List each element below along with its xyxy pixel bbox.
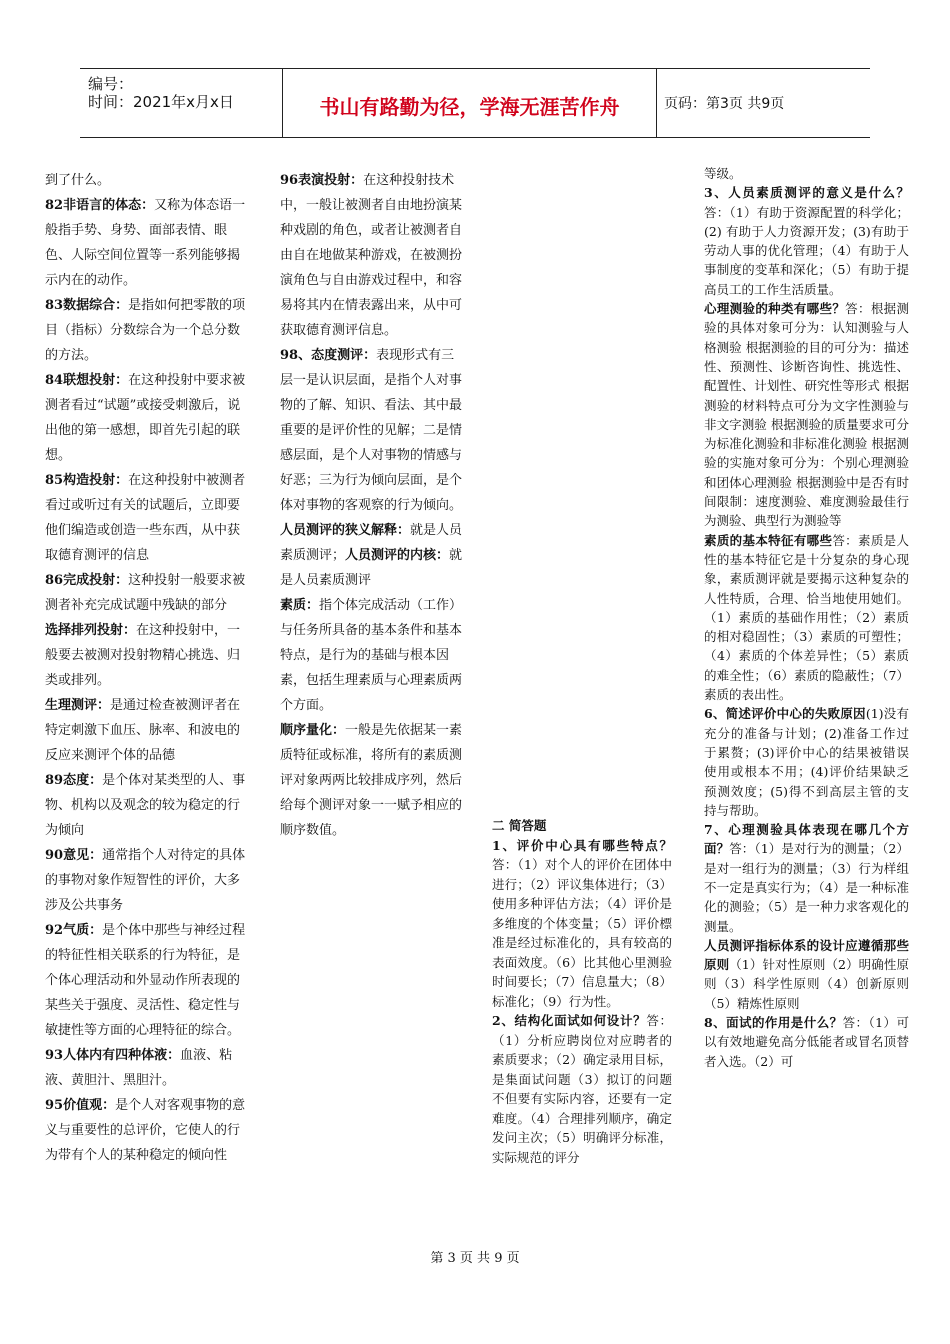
header-page-cell — [656, 69, 870, 137]
term-entry: 95价值观：是个人对客观事物的意义与重要性的总评价，它使人的行为带有个人的某种稳定的倾向性 — [45, 1098, 246, 1163]
column-4 — [704, 164, 909, 1071]
header-time: 时间：2021年x月x日 — [88, 93, 234, 111]
header-meta-cell — [80, 69, 282, 137]
term-entry: 84联想投射：在这种投射中要求被测者看过“试题”或接受刺激后，说出他的第一感想，即首先引起的联想。 — [45, 373, 246, 463]
term-entry: 选择排列投射：在这种投射中，一般要去被测对投射物精心挑选、归类或排列。 — [45, 623, 241, 688]
qa-entry: 心理测验的种类有哪些？答：根据测验的具体对象可分为：认知测验与人格测验 根据测验的目的可分为：描述性、预测性、诊断咨询性、挑选性、配置性、计划性、研究性等形式 根据测验的材料特点可分为文字性测验与非文字测验 根据测验的质量要求可分为标准化测验和非标准化测验 根据测验的实施对象可分为：个别心理测验和团体心理测验 根据测验中是否有时间限制：速度测验、难度测验最佳行为测验、典型行为测验等 — [704, 301, 909, 529]
column-2 — [280, 168, 464, 843]
qa-entry: 2、结构化面试如何设计？答：（1）分析应聘岗位对应聘者的素质要求；（2）确定录用目标，是集面试问题（3）拟订的问题不但要有实际内容，还要有一定难度。（4）合理排列顺序，确定发问主次；（5）明确评分标准，实际规范的评分 — [492, 1013, 672, 1165]
qa-entry: 素质的基本特征有哪些答：素质是人性的基本特征它是十分复杂的身心现象，素质测评就是要揭示这种复杂的人性特质，合理、恰当地使用她们。（1）素质的基础作用性；（2）素质的相对稳固性；（3）素质的可塑性；（4）素质的个体差异性；（5）素质的难全性；（6）素质的隐蔽性；（7）素质的表出性。 — [704, 532, 909, 703]
column-3 — [492, 816, 672, 1167]
term-entry: 素质：指个体完成活动（工作）与任务所具备的基本条件和基本特点，是行为的基础与根本因素，包括生理素质与心理素质两个方面。 — [280, 598, 463, 713]
qa-entry: 3、人员素质测评的意义是什么？答：（1）有助于资源配置的科学化；(2) 有助于人力资源开发；(3)有助于劳动人事的优化管理；（4）有助于人事制度的变革和深化；（5）有助于提高员工的工作生活质量。 — [704, 185, 909, 297]
term-entry: 98、态度测评：表现形式有三层一是认识层面，是指个人对事物的了解、知识、看法、其中最重要的是评价性的见解；二是情感层面，是个人对事物的情感与好恶；三为行为倾向层面，是个体对事物的客观察的行为倾向。 — [280, 348, 463, 513]
term-entry: 90意见：通常指个人对待定的具体的事物对象作短智性的评价，大多涉及公共事务 — [45, 848, 246, 913]
qa-entry: 6、简述评价中心的失败原因(1)没有充分的准备与计划；(2)准备工作过于累赘；(3)评价中心的结果被错误使用或根本不用；(4)评价结果缺乏预测效度；(5)得不到高层主管的支持与帮助。 — [704, 706, 909, 818]
term-entry: 92气质：是个体中那些与神经过程的特征性相关联系的行为特征，是个体心理活动和外显动作所表现的某些关于强度、灵活性、稳定性与敏捷性等方面的心理特征的综合。 — [45, 923, 246, 1038]
qa-entry: 1、评价中心具有哪些特点？答：（1）对个人的评价在团体中进行；（2）评议集体进行；（3）使用多种评估方法；（4）评价是多维度的个体变量；（5）评价標准是经过标准化的，具有较高的表面效度。（6）比其他心里测验时间要长；（7）信息量大；（8）标准化；（9）行为性。 — [492, 837, 672, 1009]
term-entry: 人员测评的狭义解释：就是人员素质测评；人员测评的内核：就是人员素质测评 — [280, 523, 463, 588]
header-number: 编号： — [88, 75, 134, 93]
header-page-number: 页码：第3页 共9页 — [664, 96, 785, 112]
term-entry: 96表演投射：在这种投射技术中，一般让被测者自由地扮演某种戏剧的角色，或者让被测者自由自在地做某种游戏，在被测扮演角色与自由游戏过程中，和容易将其内在情表露出来，从中可获取德育测评信息。 — [280, 173, 463, 338]
header-motto-cell — [282, 69, 657, 137]
term-entry: 86完成投射：这种投射一般要求被测者补充完成试题中残缺的部分 — [45, 573, 246, 613]
column-1 — [45, 168, 248, 1168]
term-entry: 83数据综合：是指如何把零散的项目（指标）分数综合为一个总分数的方法。 — [45, 298, 246, 363]
qa-entry: 8、面试的作用是什么？答：（1）可以有效地避免高分低能者或冒名顶替者入选。（2）可 — [704, 1015, 909, 1069]
page-header — [80, 68, 870, 138]
qa-entry: 7、心理测验具体表现在哪几个方面？答：（1）是对行为的测量；（2）是对一组行为的测量；（3）行为样组不一定是真实行为；（4）是一种标准化的测验；（5）是一种力求客观化的测量。 — [704, 822, 909, 934]
term-entry: 生理测评：是通过检查被测评者在特定刺激下血压、脉率、和波电的反应来测评个体的品德 — [45, 698, 241, 763]
header-motto: 书山有路勤为径，学海无涯苦作舟 — [319, 95, 620, 119]
qa-entry: 等级。 — [704, 166, 742, 181]
qa-entry: 人员测评指标体系的设计应遵循那些原则（1）针对性原则（2）明确性原则（3）科学性原则（4）创新原则（5）精炼性原则 — [704, 937, 909, 1011]
term-entry: 85构造投射：在这种投射中被测者看过或听过有关的试题后，立即要他们编造或创造一些东西，从中获取德育测评的信息 — [45, 473, 246, 563]
term-entry: 到了什么。 — [45, 173, 111, 188]
section-heading: 二 简答题 — [492, 818, 547, 833]
page-footer: 第 3 页 共 9 页 — [430, 1251, 520, 1266]
term-entry: 82非语言的体态：又称为体态语一般指手势、身势、面部表情、眼色、人际空间位置等一系列能够揭示内在的动作。 — [45, 198, 246, 288]
term-entry: 93人体内有四种体液：血液、粘液、黄胆汁、黑胆汁。 — [45, 1048, 233, 1088]
term-entry: 89态度：是个体对某类型的人、事物、机构以及观念的较为稳定的行为倾向 — [45, 773, 246, 838]
term-entry: 顺序量化：一般是先依据某一素质特征或标准，将所有的素质测评对象两两比较排成序列，然后给每个测评对象一一赋予相应的顺序数值。 — [280, 723, 463, 838]
